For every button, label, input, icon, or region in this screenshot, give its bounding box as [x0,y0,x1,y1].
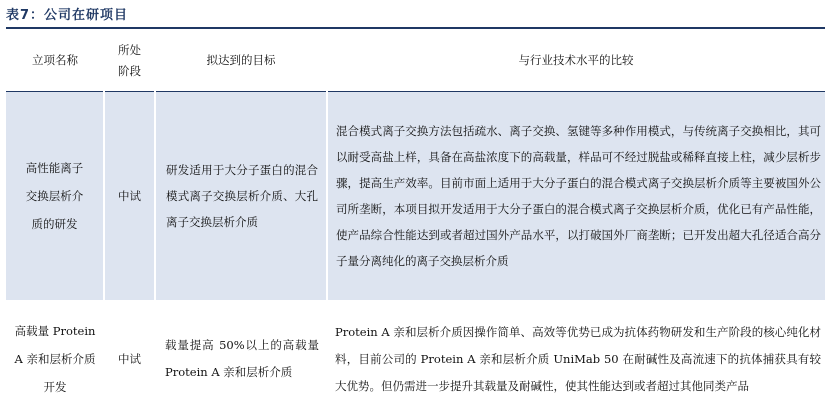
table-header-row [6,31,825,91]
header-comparison: 与行业技术水平的比较 [327,31,825,91]
header-stage: 所处阶段 [104,31,155,91]
table-row [6,300,825,418]
comparison-cell: Protein A 亲和层析介质因操作简单、高效等优势已成为抗体药物研发和生产阶段的核心纯化材料，目前公司的 Protein A 亲和层析介质 UniMab 50 在耐碱性及高流速下的抗体捕获具有较大优势。但仍需进一步提升其载量及耐碱性，使其性能达到或者超过其他同类产品 [335,324,821,393]
stage-cell: 中试 [104,91,155,300]
header-goal: 拟达到的目标 [155,31,327,91]
project-name-cell: 高载量 Protein A 亲和层析介质开发 [14,324,96,394]
project-name-cell: 高性能离子交换层析介质的研发 [6,91,104,300]
goal-cell: 研发适用于大分子蛋白的混合模式离子交换层析介质、大孔离子交换层析介质 [155,91,327,300]
header-project-name: 立项名称 [6,31,104,91]
projects-table [6,31,825,418]
comparison-cell: 混合模式离子交换方法包括疏水、离子交换、氢键等多种作用模式，与传统离子交换相比，其可以耐受高盐上样，具备在高盐浓度下的高载量，样品可不经过脱盐或稀释直接上柱，减少层析步骤，提高生产效率。目前市面上适用于大分子蛋白的混合模式离子交换层析介质等主要被国外公司所垄断，本项目拟开发适用于大分子蛋白的混合模式离子交换层析介质，优化已有产品性能，使产品综合性能达到或者超过国外产品水平，以打破国外厂商垄断；已开发出超大孔径适合高分子量分离纯化的离子交换层析介质 [327,91,825,300]
goal-cell: 载量提高 50%以上的高载量 Protein A 亲和层析介质 [165,338,319,379]
stage-cell: 中试 [118,352,141,366]
table-caption: 表7：公司在研项目 [6,8,129,23]
caption-rule [6,27,825,29]
table-row [6,91,825,300]
